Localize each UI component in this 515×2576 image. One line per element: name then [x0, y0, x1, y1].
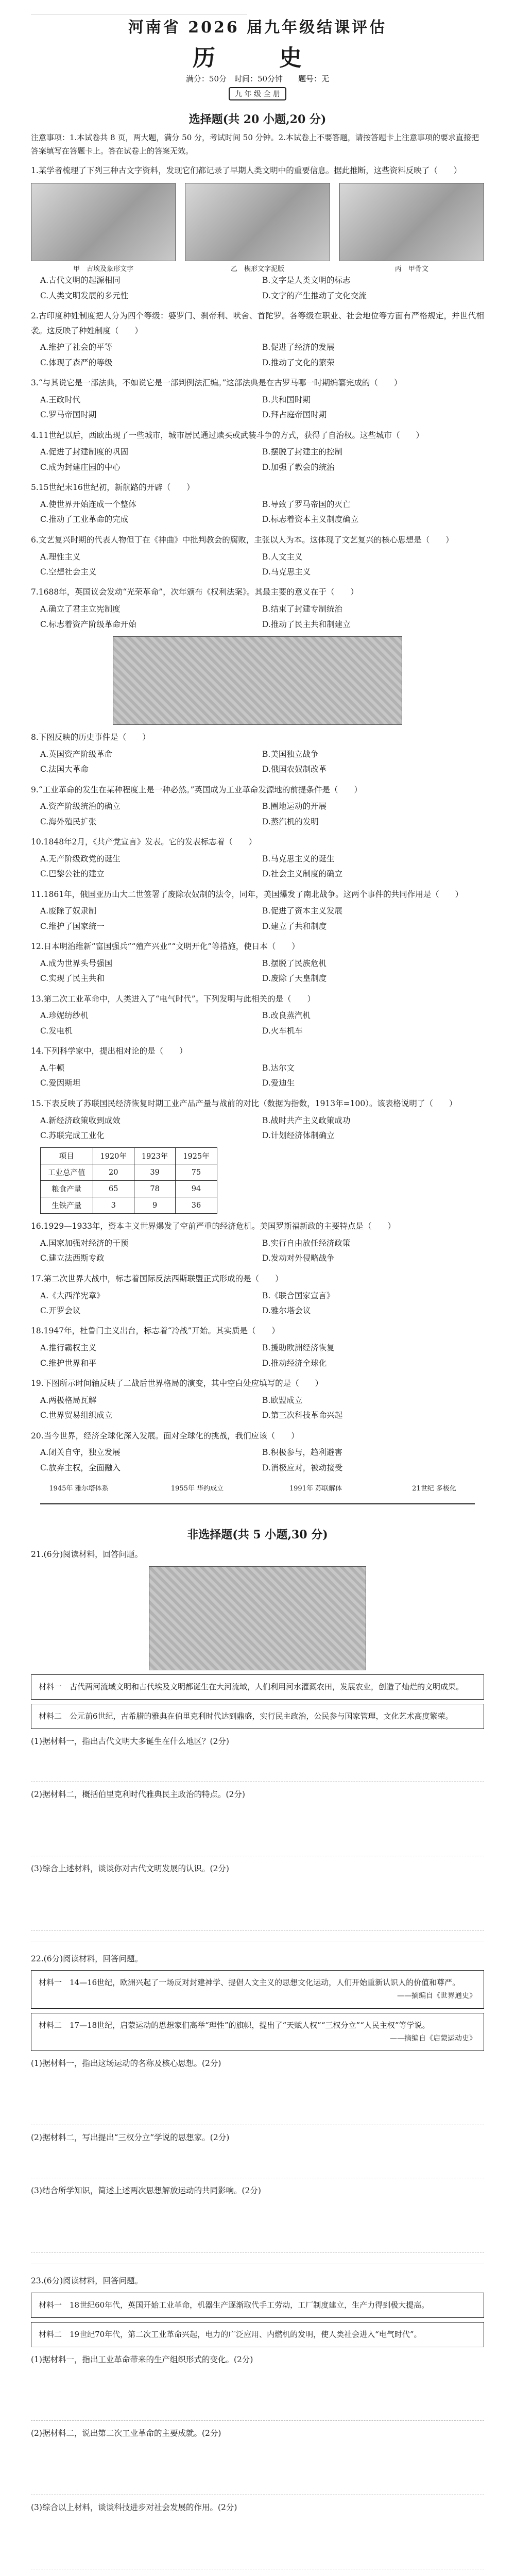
option: D.马克思主义 — [262, 567, 311, 577]
notice: 注意事项：1.本试卷共 8 页，两大题，满分 50 分，考试时间 50 分钟。2.本试卷上不要答题，请按答题卡上注意事项的要求直接把答案填写在答题卡上。答在试卷上的答案无效。 — [31, 133, 479, 156]
options — [40, 340, 484, 370]
question-17: 17.第二次世界大战中，标志着国际反法西斯联盟正式形成的是（ ） — [31, 1274, 283, 1283]
q23-material-1: 材料一 18世纪60年代，英国开始工业革命，机器生产逐渐取代手工劳动，工厂制度建立，生产力得到极大提高。 — [31, 2293, 484, 2318]
scan-edge — [31, 4, 247, 15]
option: D.计划经济体制确立 — [262, 1130, 335, 1140]
table-cell: 9 — [134, 1197, 175, 1214]
option: D.推动经济全球化 — [262, 1358, 327, 1368]
option: B.美国独立战争 — [262, 749, 319, 759]
option: A.英国资产阶级革命 — [40, 749, 113, 759]
options — [40, 550, 484, 580]
option: D.社会主义制度的确立 — [262, 869, 343, 879]
option: A.资产阶级统治的确立 — [40, 802, 121, 811]
option: A.促进了封建制度的巩固 — [40, 447, 129, 457]
exam-meta: 满分：50分 时间：50分钟 题号：无 — [185, 74, 330, 83]
option: A.王政时代 — [40, 395, 81, 404]
question-list-a — [31, 309, 484, 632]
question-9: 9.“工业革命的发生在某种程度上是一种必然。”英国成为工业革命发源地的前提条件是（ ） — [31, 785, 362, 794]
table-row — [41, 1181, 217, 1197]
options — [40, 1236, 484, 1266]
option: A.确立了君主立宪制度 — [40, 604, 121, 614]
answer-space[interactable] — [31, 2517, 484, 2569]
options — [40, 799, 484, 829]
option: D.消极应对，被动接受 — [262, 1463, 343, 1472]
q23-material-2: 材料二 19世纪70年代，第二次工业革命兴起，电力的广泛应用、内燃机的发明，使人类社会进入“电气时代”。 — [31, 2322, 484, 2347]
option: D.拜占庭帝国时期 — [262, 410, 327, 420]
option: C.法国大革命 — [40, 765, 89, 774]
exam-title: 河南省 2026 届九年级结课评估 — [128, 19, 387, 37]
option: B.战时共产主义政策成功 — [262, 1115, 351, 1125]
option: A.闭关自守，独立发展 — [40, 1448, 121, 1458]
q22-material-1: 材料一 14—16世纪，欧洲兴起了一场反对封建神学、提倡人文主义的思想文化运动，人们开始重新认识人的价值和尊严。 ——摘编自《世界通史》 — [31, 1970, 484, 2008]
option: A.《大西洋宪章》 — [40, 1291, 105, 1300]
option: A.古代文明的起源相同 — [40, 276, 121, 285]
question-16: 16.1929—1933年，资本主义世界爆发了空前严重的经济危机。美国罗斯福新政的主要特点是（ ） — [31, 1222, 396, 1231]
option: C.维护了国家统一 — [40, 921, 105, 931]
option: C.巴黎公社的建立 — [40, 869, 105, 879]
option: B.改良蒸汽机 — [262, 1011, 311, 1021]
option: A.理性主义 — [40, 552, 81, 562]
option: D.第三次科技革命兴起 — [262, 1411, 343, 1420]
option: C.苏联完成工业化 — [40, 1130, 105, 1140]
option: C.成为封建庄园的中心 — [40, 462, 121, 472]
scope-badge: 九 年 级 全 册 — [229, 87, 286, 100]
option: C.开罗会议 — [40, 1306, 81, 1316]
question-2: 2.古印度种姓制度把人分为四个等级：婆罗门、刹帝利、吠舍、首陀罗。各等级在职业、社会地位等方面有严格规定，并世代相袭。这反映了种姓制度（ ） — [31, 311, 484, 335]
option: C.建立法西斯专政 — [40, 1253, 105, 1263]
question-20: 20.当今世界，经济全球化深入发展。面对全球化的挑战，我们应该（ ） — [31, 1431, 299, 1440]
options — [40, 393, 484, 423]
option: A.废除了奴隶制 — [40, 906, 97, 916]
options — [40, 445, 484, 475]
q1-captions — [31, 263, 484, 273]
options — [40, 1289, 484, 1319]
table-header-cell: 1920年 — [93, 1148, 134, 1164]
options — [40, 852, 484, 882]
option: D.推动了文化的繁荣 — [262, 358, 335, 367]
option: C.空想社会主义 — [40, 567, 97, 577]
q8-illustration — [113, 636, 402, 725]
table-row — [41, 1164, 217, 1181]
option: B.结束了封建专制统治 — [262, 604, 342, 614]
option: C.人类文明发展的多元性 — [40, 291, 129, 300]
option: C.罗马帝国时期 — [40, 410, 97, 420]
options — [40, 1341, 484, 1371]
option: B.援助欧洲经济恢复 — [262, 1343, 335, 1353]
timeline-item: 21世纪 多极化 — [412, 1485, 456, 1493]
options — [40, 602, 484, 632]
table-header-row — [41, 1148, 217, 1164]
fig-caption: 乙 楔形文字泥版 — [230, 265, 285, 274]
options — [40, 747, 484, 777]
table-cell: 39 — [134, 1164, 175, 1181]
table-cell: 工业总产值 — [41, 1164, 93, 1181]
option: C.放弃主权，全面融入 — [40, 1463, 121, 1472]
answer-space[interactable] — [31, 2200, 484, 2252]
answer-space[interactable] — [31, 1878, 484, 1930]
option: B.摆脱了封建主的控制 — [262, 447, 342, 457]
question-6: 6.文艺复兴时期的代表人物但丁在《神曲》中批判教会的腐败，主张以人为本。这体现了文艺复兴的核心思想是（ ） — [31, 535, 454, 545]
option: C.推动了工业革命的完成 — [40, 515, 129, 524]
option: B.实行自由放任经济政策 — [262, 1239, 351, 1248]
option: B.《联合国家宣言》 — [262, 1291, 335, 1300]
question-21: 21.(6分)阅读材料，回答问题。 — [31, 1550, 143, 1560]
question-10: 10.1848年2月，《共产党宣言》发表。它的发表标志着（ ） — [31, 837, 257, 847]
option: D.废除了天皇制度 — [262, 974, 327, 984]
question-14: 14.下列科学家中，提出相对论的是（ ） — [31, 1046, 187, 1056]
q21-ask-3: (3)综合上述材料，谈谈你对古代文明发展的认识。(2分) — [31, 1864, 229, 1874]
q21-material-1: 材料一 古代两河流域文明和古代埃及文明都诞生在大河流域，人们利用河水灌溉农田，发展农业，创造了灿烂的文明成果。 — [31, 1674, 484, 1700]
question-22: 22.(6分)阅读材料，回答问题。 — [31, 1954, 143, 1963]
option: D.文字的产生推动了文化交流 — [262, 291, 367, 300]
fig-cuneiform — [185, 183, 330, 261]
table-cell: 36 — [176, 1197, 217, 1214]
option: A.无产阶级政党的诞生 — [40, 854, 121, 863]
option: B.摆脱了民族危机 — [262, 958, 327, 968]
question-15: 15.下表反映了苏联国民经济恢复时期工业产品产量与战前的对比（数据为指数，1913年=100）。该表格说明了（ ） — [31, 1098, 457, 1108]
section-essay-heading: 非选择题(共 5 小题,30 分) — [187, 1528, 328, 1542]
question-1: 1.某学者梳理了下列三种古文字资料，发现它们都记录了早期人类文明中的重要信息。据此推断，这些资料反映了（ ） — [31, 165, 462, 175]
option: C.维护世界和平 — [40, 1358, 97, 1368]
answer-space[interactable] — [31, 2369, 484, 2421]
question-list-c — [31, 1219, 484, 1476]
question-3: 3.“与其说它是一部法典，不如说它是一部判例法汇编。”这部法典是在古罗马哪一时期编纂完成的（ ） — [31, 378, 402, 388]
answer-space[interactable] — [31, 2073, 484, 2125]
options — [40, 1393, 484, 1423]
timeline-item: 1945年 雅尔塔体系 — [49, 1485, 109, 1493]
q21-illustration — [149, 1566, 366, 1670]
option: D.推动了民主共和制建立 — [262, 619, 351, 629]
options — [40, 904, 484, 934]
fig-hieroglyph — [31, 183, 176, 261]
q23-ask-1: (1)据材料一，指出工业革命带来的生产组织形式的变化。(2分) — [31, 2354, 253, 2364]
q22-ask-1: (1)据材料一，指出这场运动的名称及核心思想。(2分) — [31, 2058, 221, 2068]
question-13: 13.第二次工业革命中，人类进入了“电气时代”。下列发明与此相关的是（ ） — [31, 994, 316, 1004]
answer-space[interactable] — [31, 2147, 484, 2178]
question-7: 7.1688年，英国议会发动“光荣革命”，次年颁布《权利法案》。其最主要的意义在于（ ） — [31, 587, 358, 597]
option: B.马克思主义的诞生 — [262, 854, 335, 863]
answer-space[interactable] — [31, 2443, 484, 2495]
option: C.发电机 — [40, 1026, 73, 1036]
subject-title: 历 史 — [193, 45, 322, 71]
table-cell: 75 — [176, 1164, 217, 1181]
question-list-b — [31, 730, 484, 1143]
q23-ask-3: (3)综合以上材料，谈谈科技进步对社会发展的作用。(2分) — [31, 2502, 237, 2512]
options — [40, 1061, 484, 1091]
options — [40, 1008, 484, 1039]
table-header-cell: 1925年 — [176, 1148, 217, 1164]
option: D.标志着资本主义制度确立 — [262, 515, 359, 524]
option: B.导致了罗马帝国的灭亡 — [262, 500, 351, 510]
question-5: 5.15世纪末16世纪初，新航路的开辟（ ） — [31, 483, 195, 493]
options — [40, 497, 484, 528]
option: C.爱因斯坦 — [40, 1078, 81, 1088]
q22-ask-3: (3)结合所学知识，简述上述两次思想解放运动的共同影响。(2分) — [31, 2186, 261, 2196]
timeline-item: 1991年 苏联解体 — [289, 1485, 342, 1493]
table-cell: 生铁产量 — [41, 1197, 93, 1214]
question-12: 12.日本明治维新“富国强兵”“殖产兴业”“文明开化”等措施，使日本（ ） — [31, 942, 300, 952]
option: A.牛顿 — [40, 1063, 65, 1073]
option: D.雅尔塔会议 — [262, 1306, 311, 1316]
q15-table — [40, 1147, 217, 1214]
option: D.建立了共和制度 — [262, 921, 327, 931]
fig-caption: 甲 古埃及象形文字 — [73, 265, 134, 274]
q22-material-2: 材料二 17—18世纪，启蒙运动的思想家们高举“理性”的旗帜，提出了“天赋人权”“三权分立”“人民主权”等学说。 ——摘编自《启蒙运动史》 — [31, 2013, 484, 2051]
timeline-axis — [40, 1503, 475, 1504]
option: A.成为世界头号强国 — [40, 958, 113, 968]
option: C.体现了森严的等级 — [40, 358, 113, 367]
option: A.国家加强对经济的干预 — [40, 1239, 129, 1248]
option: D.火车机车 — [262, 1026, 303, 1036]
option: A.维护了社会的平等 — [40, 343, 113, 352]
question-11: 11.1861年，俄国亚历山大二世签署了废除农奴制的法令，同年，美国爆发了南北战争。这两个事件的共同作用是（ ） — [31, 889, 464, 899]
timeline-item: 1955年 华约成立 — [170, 1485, 224, 1493]
option: D.俄国农奴制改革 — [262, 765, 327, 774]
answer-space[interactable] — [31, 1751, 484, 1782]
q21-ask-2: (2)据材料二，概括伯里克利时代雅典民主政治的特点。(2分) — [31, 1790, 245, 1800]
option: C.标志着资产阶级革命开始 — [40, 619, 136, 629]
table-cell: 65 — [93, 1181, 134, 1197]
option: D.爱迪生 — [262, 1078, 295, 1088]
q22-ask-2: (2)据材料二，写出提出“三权分立”学说的思想家。(2分) — [31, 2132, 230, 2142]
option: B.人文主义 — [262, 552, 303, 562]
option: A.两极格局瓦解 — [40, 1395, 97, 1405]
question-18: 18.1947年，杜鲁门主义出台，标志着“冷战”开始。其实质是（ ） — [31, 1326, 280, 1336]
option: B.促进了资本主义发展 — [262, 906, 342, 916]
option: A.使世界开始连成一个整体 — [40, 500, 136, 510]
option: A.珍妮纺纱机 — [40, 1011, 89, 1021]
q1-figures — [31, 183, 484, 261]
q1-options — [40, 273, 484, 303]
option: B.促进了经济的发展 — [262, 343, 335, 352]
table-cell: 94 — [176, 1181, 217, 1197]
options — [40, 956, 484, 987]
option: B.共和国时期 — [262, 395, 311, 404]
option: C.海外殖民扩张 — [40, 817, 97, 826]
table-cell: 粮食产量 — [41, 1181, 93, 1197]
option: A.新经济政策收到成效 — [40, 1115, 121, 1125]
option: B.欧盟成立 — [262, 1395, 303, 1405]
option: D.发动对外侵略战争 — [262, 1253, 335, 1263]
option: A.推行霸权主义 — [40, 1343, 97, 1353]
option: D.加强了教会的统治 — [262, 462, 335, 472]
option: B.文字是人类文明的标志 — [262, 276, 351, 285]
table-cell: 3 — [93, 1197, 134, 1214]
fig-oracle-bone — [339, 183, 484, 261]
option: B.积极参与，趋利避害 — [262, 1448, 342, 1458]
table-cell: 20 — [93, 1164, 134, 1181]
q21-material-2: 材料二 公元前6世纪，古希腊的雅典在伯里克利时代达到鼎盛，实行民主政治，公民参与国家管理，文化艺术高度繁荣。 — [31, 1704, 484, 1729]
q21-ask-1: (1)据材料一，指出古代文明大多诞生在什么地区？(2分) — [31, 1736, 229, 1746]
option: C.实现了民主共和 — [40, 974, 105, 984]
option: B.圈地运动的开展 — [262, 802, 327, 811]
question-8: 8.下图反映的历史事件是（ ） — [31, 733, 150, 742]
option: D.蒸汽机的发明 — [262, 817, 319, 826]
q23-ask-2: (2)据材料二，说出第二次工业革命的主要成就。(2分) — [31, 2429, 221, 2438]
question-23: 23.(6分)阅读材料，回答问题。 — [31, 2276, 143, 2285]
options — [40, 1113, 484, 1144]
table-cell: 78 — [134, 1181, 175, 1197]
question-19: 19.下图所示时间轴反映了二战后世界格局的演变，其中空白处应填写的是（ ） — [31, 1379, 323, 1388]
section-choice-heading: 选择题(共 20 小题,20 分) — [188, 113, 327, 126]
answer-space[interactable] — [31, 1804, 484, 1856]
options — [40, 1445, 484, 1476]
table-row — [41, 1197, 217, 1214]
q19-timeline — [40, 1483, 475, 1519]
option: C.世界贸易组织成立 — [40, 1411, 113, 1420]
fig-caption: 丙 甲骨文 — [394, 265, 428, 274]
table-header-cell: 1923年 — [134, 1148, 175, 1164]
option: B.达尔文 — [262, 1063, 295, 1073]
table-header-cell: 项目 — [41, 1148, 93, 1164]
question-4: 4.11世纪以后，西欧出现了一些城市，城市居民通过赎买或武装斗争的方式，获得了自治权。这些城市（ ） — [31, 430, 424, 440]
